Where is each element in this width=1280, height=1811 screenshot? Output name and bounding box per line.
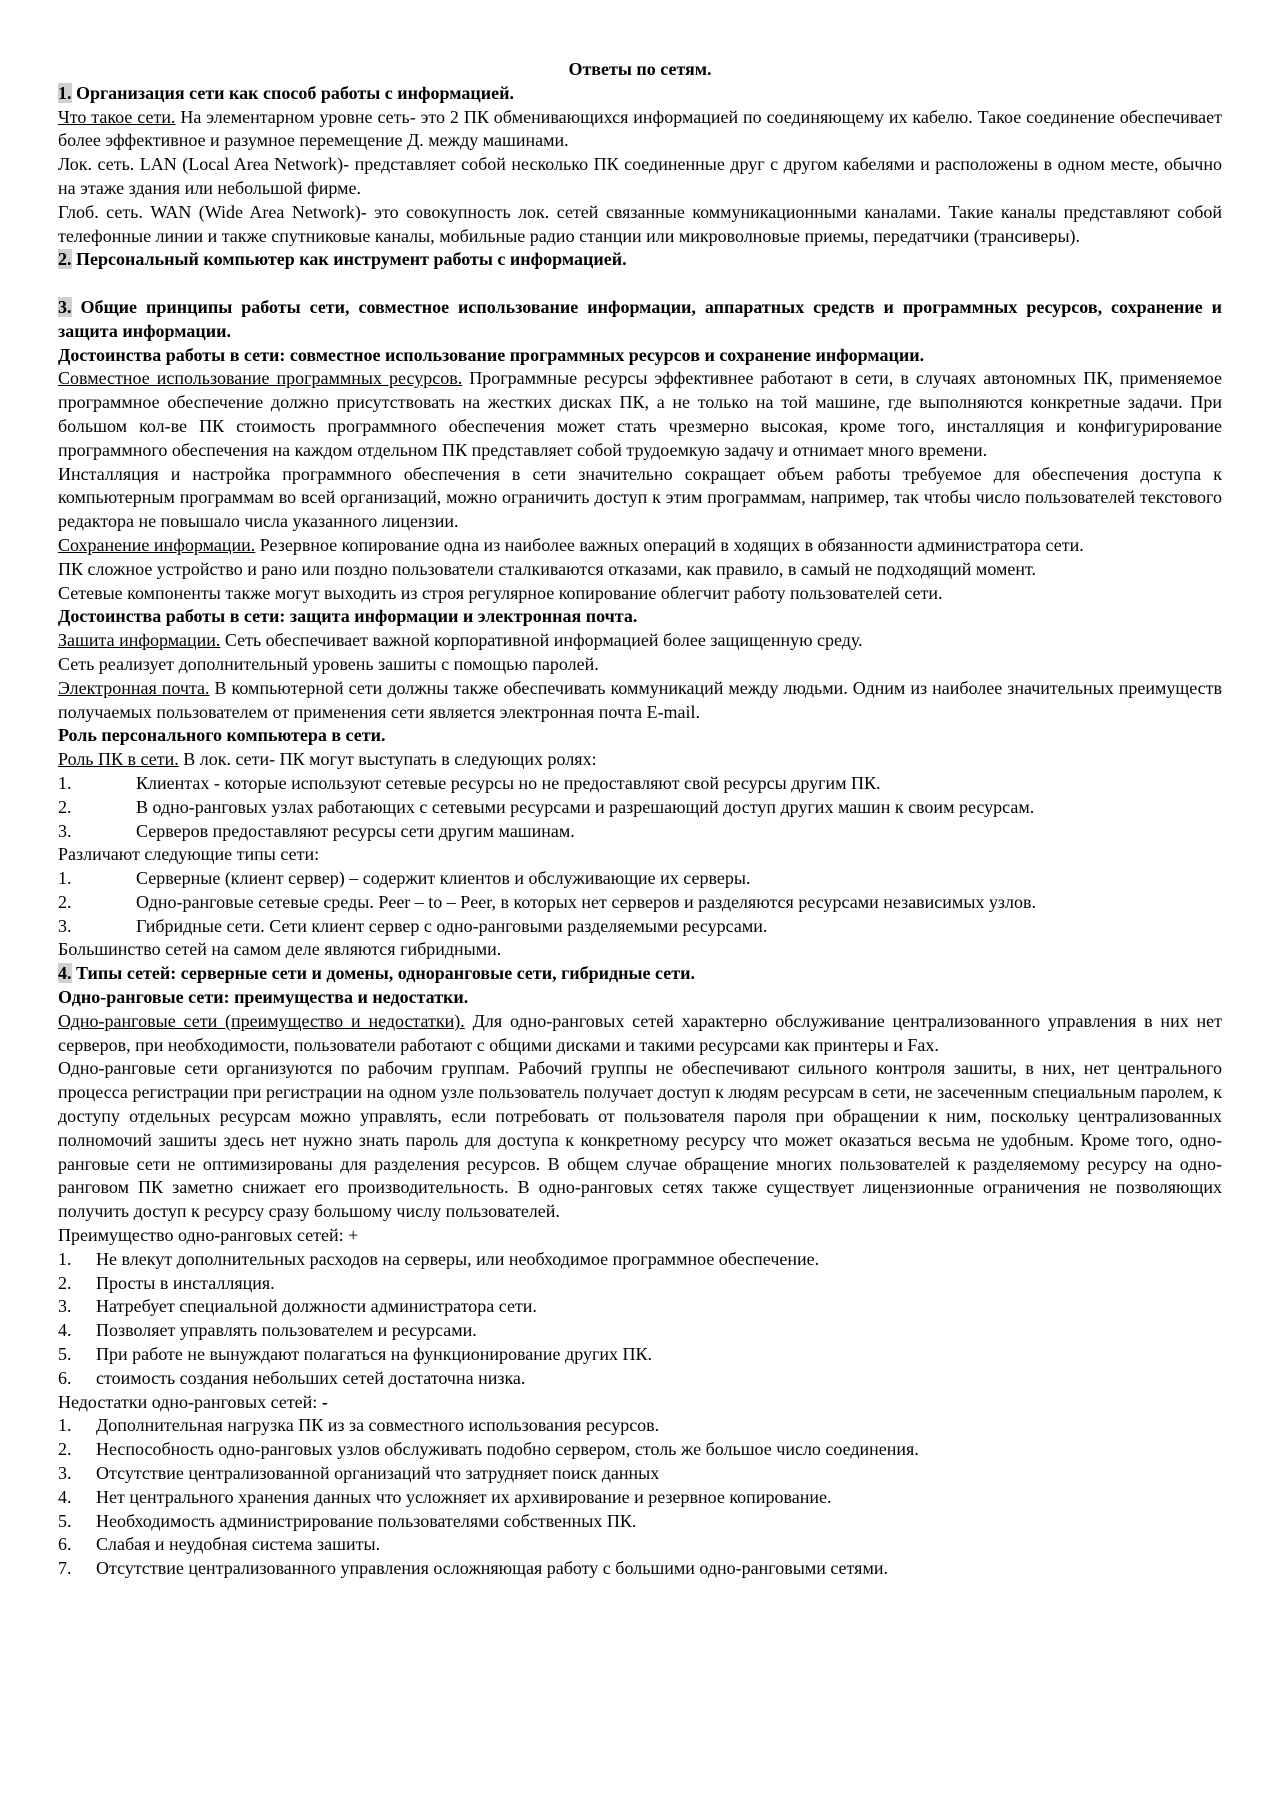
- list-item: 6. Слабая и неудобная система зашиты.: [58, 1534, 381, 1555]
- list-item: 7. Отсутствие централизованного управления осложняющая работу с большими одно-ранговыми сетями.: [58, 1558, 888, 1579]
- paragraph: ПК сложное устройство и рано или поздно пользователи сталкиваются отказами, как правило, в самый не подходящий момент.: [58, 558, 1037, 579]
- list-item: 4. Нет центрального хранения данных что усложняет их архивирование и резервное копирование.: [58, 1486, 832, 1507]
- section-number: 1.: [58, 82, 72, 103]
- underlined-term: Электронная почта.: [58, 677, 210, 698]
- underlined-term: Одно-ранговые сети (преимущество и недостатки).: [58, 1010, 465, 1031]
- paragraph: Совместное использование программных ресурсов. Программные ресурсы эффективнее работают в сети, в случаях автономных ПК, применяемое программное обеспечение должно присутствовать на жестких дисках ПК, а не только на той машине, где выполняются конкретные задачи. При большом кол-ве ПК стоимость программного обеспечения может стать чрезмерно высокая, кроме того, инсталляция и конфигурирование программного обеспечения на каждом отдельном ПК представляет собой трудоемкую задачу и отнимает много времени.: [58, 368, 1222, 460]
- subheading: Одно-ранговые сети: преимущества и недостатки.: [58, 987, 469, 1008]
- list-item: 1. Дополнительная нагрузка ПК из за совместного использования ресурсов.: [58, 1415, 660, 1436]
- underlined-term: Зашита информации.: [58, 630, 221, 651]
- paragraph: Сеть реализует дополнительный уровень зашиты с помощью паролей.: [58, 653, 599, 674]
- paragraph: Роль ПК в сети. В лок. сети- ПК могут выступать в следующих ролях:: [58, 749, 597, 770]
- underlined-term: Совместное использование программных ресурсов.: [58, 368, 463, 389]
- paragraph: Что такое сети. На элементарном уровне сеть- это 2 ПК обменивающихся информацией по соединяющему их кабелю. Такое соединение обеспечивает более эффективное и разумное перемещение Д. между машинами.: [58, 106, 1223, 151]
- list-item: 5. Необходимость администрирование пользователями собственных ПК.: [58, 1510, 637, 1531]
- list-item: 1. Клиентах - которые используют сетевые ресурсы но не предоставляют свой ресурсы другим ПК.: [58, 772, 881, 793]
- list-item: 1. Серверные (клиент сервер) – содержит клиентов и обслуживающие их серверы.: [58, 868, 751, 889]
- paragraph: Электронная почта. В компьютерной сети должны также обеспечивать коммуникаций между людьми. Одним из наиболее значительных преимуществ получаемых пользователем от применения сети является электронная почта E-mail.: [58, 677, 1222, 722]
- blank-line: [58, 272, 1222, 296]
- paragraph: Инсталляция и настройка программного обеспечения в сети значительно сокращает объем работы требуемое для обеспечения доступа к компьютерным программам во всей организаций, можно ограничить доступ к этим программам, например, так чтобы число пользователей текстового редактора не повышало числа указанного лицензии.: [58, 463, 1222, 532]
- list-item: 5. При работе не вынуждают полагаться на функционирование других ПК.: [58, 1344, 652, 1365]
- paragraph: Лок. сеть. LAN (Local Area Network)- представляет собой несколько ПК соединенные друг с другом кабелями и расположены в одном месте, обычно на этаже здания или небольшой фирме.: [58, 154, 1222, 198]
- section-4-heading: 4. Типы сетей: серверные сети и домены, одноранговые сети, гибридные сети.: [58, 963, 695, 984]
- list-item: 3. Серверов предоставляют ресурсы сети другим машинам.: [58, 820, 575, 841]
- paragraph: Глоб. сеть. WAN (Wide Area Network)- это совокупность лок. сетей связанные коммуникационными каналами. Такие каналы представляют собой телефонные линии и также спутниковые каналы, мобильные радио станции или микроволновые приемы, передатчики (трансиверы).: [58, 201, 1222, 246]
- paragraph: Зашита информации. Сеть обеспечивает важной корпоративной информацией более защищенную среду.: [58, 630, 863, 651]
- paragraph: Сохранение информации. Резервное копирование одна из наиболее важных операций в ходящих в обязанности администратора сети.: [58, 534, 1084, 555]
- section-number: 4.: [58, 963, 72, 984]
- list-item: 3. Отсутствие централизованной организаций что затрудняет поиск данных: [58, 1463, 660, 1484]
- subheading: Роль персонального компьютера в сети.: [58, 725, 386, 746]
- list-item: 2. В одно-ранговых узлах работающих с сетевыми ресурсами и разрешающий доступ других машин к своим ресурсам.: [58, 796, 1035, 817]
- paragraph: Большинство сетей на самом деле являются гибридными.: [58, 939, 502, 960]
- section-number: 2.: [58, 249, 72, 270]
- list-item: 4. Позволяет управлять пользователем и ресурсами.: [58, 1320, 477, 1341]
- list-item: 3. Натребует специальной должности администратора сети.: [58, 1296, 537, 1317]
- list-item: 6. стоимость создания небольших сетей достаточна низка.: [58, 1367, 526, 1388]
- subheading: Достоинства работы в сети: совместное использование программных ресурсов и сохранение информации.: [58, 344, 925, 365]
- paragraph: Одно-ранговые сети (преимущество и недостатки). Для одно-ранговых сетей характерно обслуживание централизованного управления в них нет серверов, при необходимости, пользователи работают с общими дисками и такими ресурсами как принтеры и Fax.: [58, 1010, 1223, 1055]
- section-number: 3.: [58, 296, 72, 317]
- list-item: 2. Просты в инсталляция.: [58, 1272, 275, 1293]
- list-item: 3. Гибридные сети. Сети клиент сервер с одно-ранговыми разделяемыми ресурсами.: [58, 915, 768, 936]
- section-2-heading: 2. Персональный компьютер как инструмент работы с информацией.: [58, 249, 627, 270]
- list-item: 1. Не влекут дополнительных расходов на серверы, или необходимое программное обеспечение.: [58, 1248, 820, 1269]
- list-item: 2. Одно-ранговые сетевые среды. Peer – to – Peer, в которых нет серверов и разделяются ресурсами независимых узлов.: [58, 891, 1037, 912]
- section-1-heading: 1. Организация сети как способ работы с информацией.: [58, 82, 514, 103]
- paragraph: Различают следующие типы сети:: [58, 844, 320, 865]
- underlined-term: Что такое сети.: [58, 106, 176, 127]
- underlined-term: Роль ПК в сети.: [58, 749, 179, 770]
- list-item: 2. Неспособность одно-ранговых узлов обслуживать подобно сервером, столь же большое число соединения.: [58, 1439, 919, 1460]
- list-heading: Недостатки одно-ранговых сетей: -: [58, 1391, 328, 1412]
- document-title: Ответы по сетям.: [568, 59, 712, 79]
- underlined-term: Сохранение информации.: [58, 534, 256, 555]
- paragraph: Сетевые компоненты также могут выходить из строя регулярное копирование облегчит работу пользователей сети.: [58, 582, 943, 603]
- paragraph: Одно-ранговые сети организуются по рабочим группам. Рабочий группы не обеспечивают сильного контроля зашиты, в них, нет центрального процесса регистрации при регистрации на одном узле пользователь получает доступ к людям ресурсам в сети, не засеченным специальным паролем, к доступу отдельных ресурсам можно управлять, если потребовать от пользователя пароля при обращении к ним, поскольку централизованных полномочий зашиты здесь нет нужно знать пароль для доступа к конкретному ресурсу что может оказаться весьма не удобным. Кроме того, одно-ранговые сети не оптимизированы для разделения ресурсов. В общем случае обращение многих пользователей к разделяемому ресурсу на одно-ранговом ПК заметно снижает его производительность. В одно-ранговых сетях также существует лицензионные ограничения не позволяющих получить доступ к ресурсу сразу большому числу пользователей.: [58, 1058, 1222, 1222]
- subheading: Достоинства работы в сети: защита информации и электронная почта.: [58, 606, 638, 627]
- list-heading: Преимущество одно-ранговых сетей: +: [58, 1225, 359, 1246]
- section-3-heading: 3. Общие принципы работы сети, совместное использование информации, аппаратных средств и программных ресурсов, сохранение и защита информации.: [58, 296, 1222, 341]
